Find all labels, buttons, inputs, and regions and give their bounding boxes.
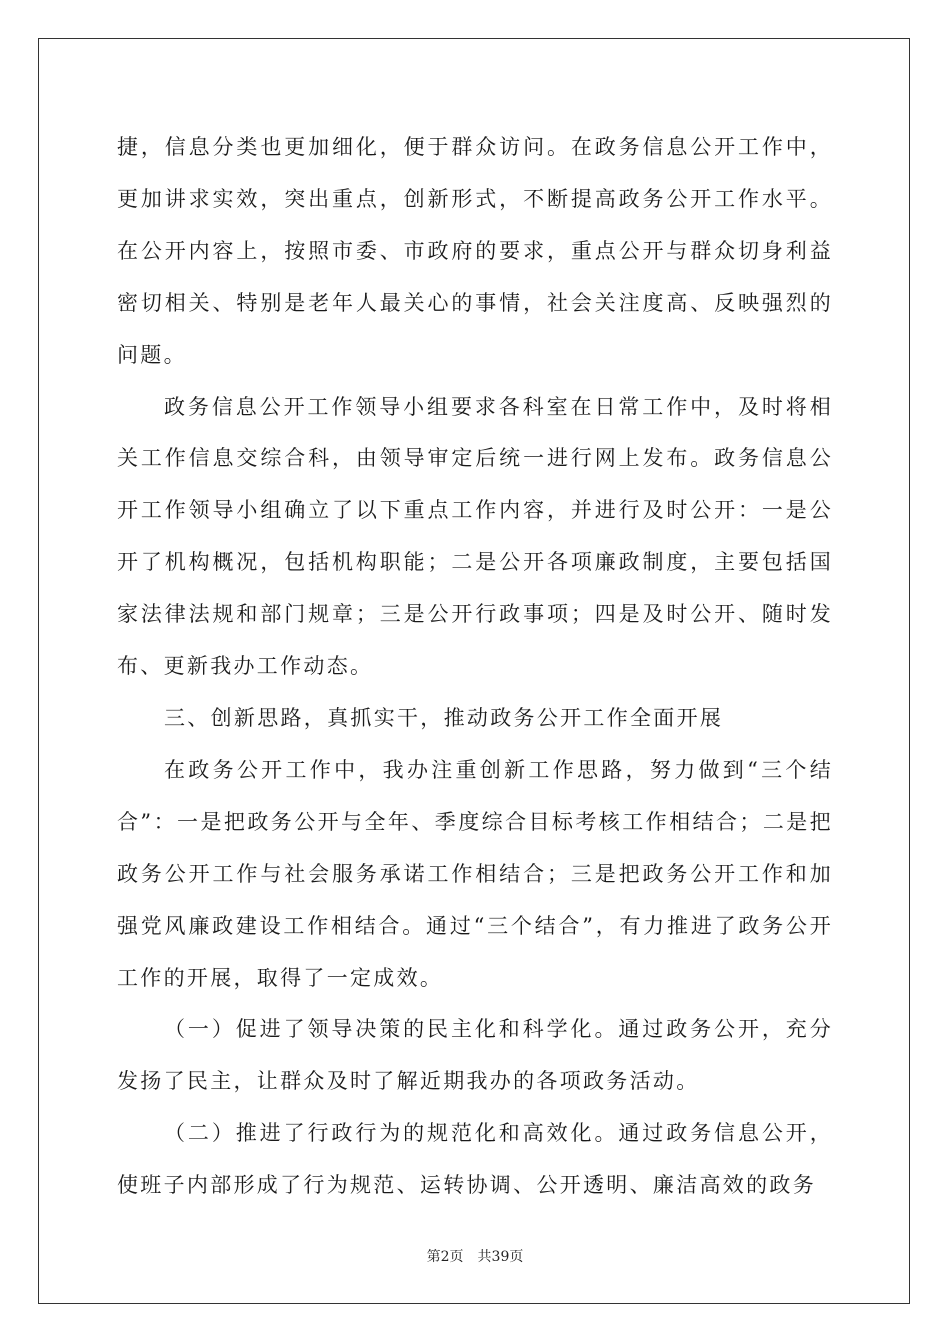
document-body [117,122,833,1212]
section-heading-3: 三、创新思路，真抓实干，推动政务公开工作全面开展 [164,705,724,730]
page-footer [0,1246,950,1266]
page-total: 共39页 [477,1249,524,1265]
paragraph-2: 政务信息公开工作领导小组要求各科室在日常工作中，及时将相关工作信息交综合科，由领导审定后统一进行网上发布。政务信息公开工作领导小组确立了以下重点工作内容，并进行及时公开：一是公开了机构概况，包括机构职能；二是公开各项廉政制度，主要包括国家法律法规和部门规章；三是公开行政事项；四是及时公开、随时发布、更新我办工作动态。 [117,394,833,679]
paragraph-6: （二）推进了行政行为的规范化和高效化。通过政务信息公开，使班子内部形成了行为规范、运转协调、公开透明、廉洁高效的政务 [117,1121,833,1198]
paragraph-5: （一）促进了领导决策的民主化和科学化。通过政务公开，充分发扬了民主，让群众及时了解近期我办的各项政务活动。 [117,1017,833,1094]
paragraph-1: 捷，信息分类也更加细化，便于群众访问。在政务信息公开工作中，更加讲求实效，突出重点，创新形式，不断提高政务公开工作水平。在公开内容上，按照市委、市政府的要求，重点公开与群众切身利益密切相关、特别是老年人最关心的事情，社会关注度高、反映强烈的问题。 [117,135,833,367]
paragraph-4: 在政务公开工作中，我办注重创新工作思路，努力做到“三个结合”：一是把政务公开与全年、季度综合目标考核工作相结合；二是把政务公开工作与社会服务承诺工作相结合；三是把政务公开工作和加强党风廉政建设工作相结合。通过“三个结合”，有力推进了政务公开工作的开展，取得了一定成效。 [117,757,833,990]
page-number: 第2页 [426,1249,464,1265]
